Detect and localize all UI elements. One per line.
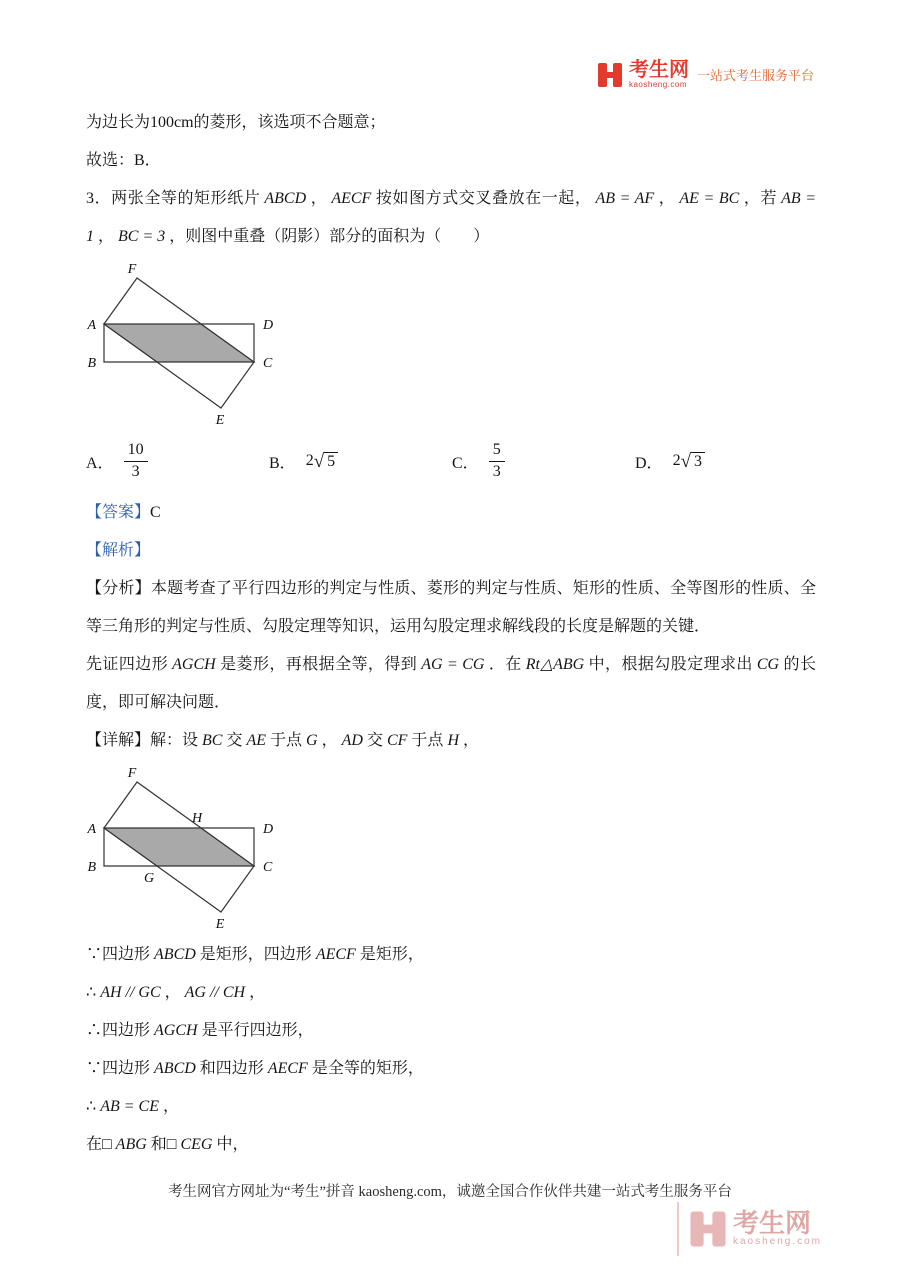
option-a-label: A． xyxy=(86,454,114,472)
math-run: G xyxy=(306,732,318,749)
coefficient: 2 xyxy=(305,452,314,469)
watermark xyxy=(677,1202,822,1256)
math-run: AG = CG xyxy=(421,656,485,673)
text-run: 和□ xyxy=(150,1136,177,1153)
math-run: AE xyxy=(246,732,267,749)
radicand: 5 xyxy=(324,452,338,471)
option-b-label: B． xyxy=(269,454,296,472)
text-run: ， xyxy=(310,190,328,207)
kaosheng-watermark-icon xyxy=(689,1208,727,1250)
line-question-3 xyxy=(86,180,816,256)
math-run: AECF xyxy=(315,946,356,963)
text-run: ， xyxy=(98,228,115,245)
text-run: 中， xyxy=(216,1136,249,1153)
kaosheng-logo-icon xyxy=(597,62,623,88)
text-run: 是矩形， xyxy=(359,946,424,963)
footer-note: 考生网官方网址为“考生”拼音 kaosheng.com，诚邀全国合作伙伴共建一站式考生服务平台 xyxy=(168,1184,732,1200)
text-run: 的长度，即可解决问题． xyxy=(86,656,816,711)
text-run: 和四边形 xyxy=(199,1060,264,1077)
shaded-overlap-region xyxy=(104,828,254,866)
line-parallelogram xyxy=(86,1012,816,1050)
line-rhombus-note xyxy=(86,104,816,142)
watermark-domain: kaosheng.com xyxy=(732,1236,822,1248)
text-run: 是菱形，再根据全等，得到 xyxy=(219,656,418,673)
math-run: AG // CH xyxy=(184,984,246,1001)
text-run: 按如图方式交叉叠放在一起， xyxy=(375,190,592,207)
math-run: AE = BC xyxy=(679,190,740,207)
answer-value: C xyxy=(150,504,161,521)
text-run: ，若 xyxy=(743,190,778,207)
line-in-triangles xyxy=(86,1126,816,1164)
line-answer xyxy=(86,494,816,532)
text-run: 故选：B． xyxy=(86,152,161,169)
options-row xyxy=(86,434,816,488)
text-run: 中，根据勾股定理求出 xyxy=(588,656,753,673)
option-a xyxy=(86,441,269,481)
math-run: AB = AF xyxy=(595,190,655,207)
point-label-b: B xyxy=(87,356,96,371)
text-run: ∴四边形 xyxy=(86,1022,151,1039)
text-run: ．在 xyxy=(488,656,522,673)
text-run: ， xyxy=(658,190,676,207)
point-label-c: C xyxy=(263,860,273,875)
text-run: ∴ xyxy=(86,984,97,1001)
numerator: 5 xyxy=(489,441,505,461)
math-run: ABCD xyxy=(154,1060,196,1077)
math-run: BC = 3 xyxy=(118,228,166,245)
text-run: 为边长为100cm的菱形，该选项不合题意； xyxy=(86,114,386,131)
math-run: CEG xyxy=(180,1136,213,1153)
math-run: BC xyxy=(202,732,223,749)
math-run: AH // GC xyxy=(100,984,161,1001)
option-d-label: D． xyxy=(635,454,663,472)
text-run: ， xyxy=(162,1098,179,1115)
logo-slogan: 一站式考生服务平台 xyxy=(696,68,814,84)
figure-overlapping-rectangles-2 xyxy=(86,764,366,934)
point-label-g: G xyxy=(143,871,155,886)
radicand: 3 xyxy=(691,452,705,471)
document-content xyxy=(86,104,816,1164)
math-run: CG xyxy=(756,656,780,673)
line-congruent-rectangles xyxy=(86,1050,816,1088)
line-ab-equals-ce xyxy=(86,1088,816,1126)
text-run: 【分析】本题考查了平行四边形的判定与性质、菱形的判定与性质、矩形的性质、全等图形的性质、全等三角形的判定与性质、勾股定理等知识，运用勾股定理求解线段的长度是解题的关键． xyxy=(86,580,816,635)
point-label-f: F xyxy=(127,262,137,277)
text-run: ， xyxy=(321,732,338,749)
math-run: ABCD xyxy=(264,190,307,207)
option-d xyxy=(635,450,705,473)
logo-domain: kaosheng.com xyxy=(628,80,688,89)
line-choose-b xyxy=(86,142,816,180)
text-run: 是全等的矩形， xyxy=(311,1060,424,1077)
text-run: ，则图中重叠（阴影）部分的面积为（ ） xyxy=(169,228,490,245)
text-run: ， xyxy=(463,732,480,749)
shaded-overlap-region xyxy=(104,324,254,362)
logo-text xyxy=(629,60,689,89)
paragraph-analysis xyxy=(86,570,816,646)
point-label-a: A xyxy=(87,822,96,837)
point-label-d: D xyxy=(263,822,274,837)
math-run: H xyxy=(447,732,459,749)
watermark-text xyxy=(733,1210,822,1248)
text-run: ∵四边形 xyxy=(86,1060,151,1077)
fraction-10-3 xyxy=(124,441,148,481)
sqrt-symbol: √ xyxy=(680,451,691,472)
text-run: ∴ xyxy=(86,1098,97,1115)
point-label-c: C xyxy=(263,356,273,371)
option-c-label: C． xyxy=(452,454,479,472)
text-run: 3．两张全等的矩形纸片 xyxy=(86,190,261,207)
sqrt-symbol: √ xyxy=(313,451,325,472)
text-run: 交 xyxy=(366,732,383,749)
text-run: 交 xyxy=(226,732,243,749)
text-run: 是平行四边形， xyxy=(201,1022,314,1039)
text-run: 【详解】解：设 xyxy=(86,732,199,749)
math-run: ABG xyxy=(115,1136,147,1153)
watermark-brand: 考生网 xyxy=(732,1208,811,1239)
math-run: AB = 1 xyxy=(86,190,816,245)
line-analysis-header xyxy=(86,532,816,570)
answer-bracket-label: 【答案】 xyxy=(86,504,151,521)
denominator: 3 xyxy=(492,462,501,480)
watermark-divider xyxy=(677,1202,679,1256)
site-logo xyxy=(597,60,814,89)
math-run: Rt△ABG xyxy=(525,656,585,673)
math-run: CF xyxy=(386,732,408,749)
line-because-rectangles xyxy=(86,936,816,974)
line-detailed-solution xyxy=(86,722,816,760)
point-label-d: D xyxy=(263,318,274,333)
option-c xyxy=(452,441,635,481)
text-run: ∵四边形 xyxy=(86,946,151,963)
paragraph-proof-outline xyxy=(86,646,816,722)
math-run: AGCH xyxy=(154,1022,198,1039)
point-label-e: E xyxy=(215,917,225,932)
text-run: 于点 xyxy=(270,732,303,749)
text-run: ， xyxy=(164,984,181,1001)
point-label-f: F xyxy=(127,766,137,781)
math-run: AECF xyxy=(331,190,372,207)
text-run: 是矩形，四边形 xyxy=(199,946,312,963)
point-label-e: E xyxy=(215,413,225,428)
text-run: 在□ xyxy=(86,1136,112,1153)
point-label-a: A xyxy=(87,318,96,333)
numerator: 10 xyxy=(124,441,148,461)
logo-brand: 考生网 xyxy=(628,59,689,81)
math-run: AGCH xyxy=(172,656,216,673)
analysis-bracket-label: 【解析】 xyxy=(86,542,151,559)
line-parallel-sides xyxy=(86,974,816,1012)
text-run: 于点 xyxy=(411,732,444,749)
point-label-b: B xyxy=(87,860,96,875)
coefficient: 2 xyxy=(672,452,681,469)
math-run: AB = CE xyxy=(100,1098,159,1115)
math-run: AD xyxy=(341,732,363,749)
figure-overlapping-rectangles-1 xyxy=(86,260,366,430)
denominator: 3 xyxy=(131,462,140,480)
option-b xyxy=(269,450,452,473)
math-run: ABCD xyxy=(154,946,196,963)
text-run: 先证四边形 xyxy=(86,656,169,673)
text-run: ， xyxy=(249,984,266,1001)
math-run: AECF xyxy=(267,1060,308,1077)
fraction-5-3 xyxy=(489,441,505,481)
point-label-h: H xyxy=(191,811,203,826)
